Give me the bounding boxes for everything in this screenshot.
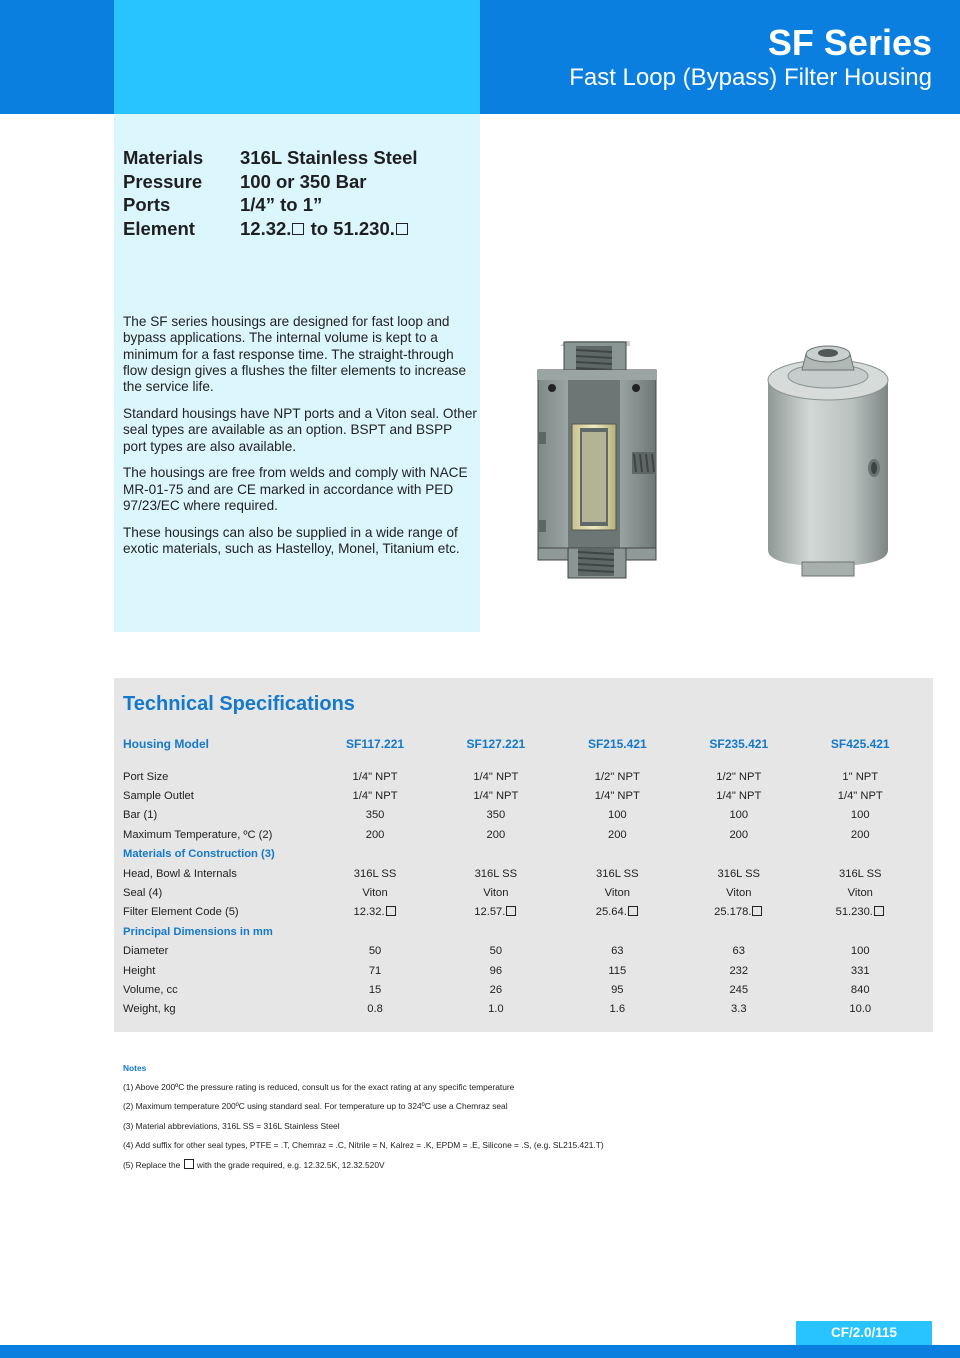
table-cell: 316L SS — [839, 867, 882, 880]
table-cell: 63 — [732, 945, 745, 958]
header-model: SF425.421 — [830, 736, 890, 751]
spec-value — [240, 217, 409, 241]
description-paragraph: Standard housings have NPT ports and a Viton seal. Other seal types are available as an option. BSPT and BSPP port types are also available. — [123, 405, 477, 454]
spec-value: 1/4” to 1” — [240, 194, 323, 215]
description-paragraph: The SF series housings are designed for fast loop and bypass applications. The internal volume is kept to a minimum for a fast response time. The straight-through flow design gives a flushes the filter elements to increase the service life. — [123, 314, 467, 395]
table-row — [123, 883, 921, 902]
table-cell: 316L SS — [596, 867, 639, 880]
spec-table — [123, 733, 921, 1019]
row-label: Filter Element Code (5) — [123, 906, 239, 919]
header-band-middle — [114, 0, 480, 114]
table-cell: Viton — [847, 887, 873, 900]
row-label: Bar (1) — [123, 809, 158, 822]
table-row — [123, 980, 921, 999]
section-row — [123, 845, 921, 864]
spec-row-element — [123, 217, 418, 241]
notes-heading: Notes — [123, 1063, 147, 1073]
row-label: Diameter — [123, 945, 169, 958]
table-cell: 1/2" NPT — [594, 770, 640, 783]
row-label: Sample Outlet — [123, 790, 194, 803]
placeholder-box-icon — [628, 906, 638, 916]
table-cell: 3.3 — [731, 1003, 747, 1016]
table-cell: Viton — [726, 887, 752, 900]
spec-row-ports — [123, 193, 418, 217]
table-row — [123, 942, 921, 961]
table-cell: 100 — [850, 809, 870, 822]
footer-bar — [0, 1345, 960, 1358]
table-cell: 200 — [607, 828, 627, 841]
table-row — [123, 903, 921, 922]
section-heading: Materials of Construction (3) — [123, 848, 275, 861]
description-paragraph: These housings can also be supplied in a wide range of exotic materials, such as Hastelloy, Monel, Titanium etc. — [123, 524, 460, 557]
table-cell: 1/4" NPT — [837, 790, 883, 803]
row-label: Maximum Temperature, ºC (2) — [123, 828, 273, 841]
note-text: (5) Replace the — [123, 1160, 183, 1171]
table-row — [123, 1000, 921, 1019]
spec-label: Ports — [123, 194, 171, 215]
spec-value-part: to 51.230. — [305, 217, 395, 239]
table-cell: 200 — [365, 828, 385, 841]
table-cell: 200 — [850, 828, 870, 841]
table-cell: 96 — [489, 964, 503, 977]
placeholder-box-icon — [396, 223, 408, 235]
table-cell: 100 — [729, 809, 749, 822]
table-cell: 1/4" NPT — [473, 770, 519, 783]
note-text: with the grade required, e.g. 12.32.5K, 12.32.520V — [194, 1160, 385, 1171]
spec-row-pressure — [123, 170, 418, 194]
table-cell: 350 — [486, 809, 506, 822]
table-cell: 1/4" NPT — [594, 790, 640, 803]
tech-specs-title: Technical Specifications — [123, 693, 355, 715]
spec-value: 100 or 350 Bar — [240, 170, 367, 192]
placeholder-box-icon — [292, 223, 304, 235]
table-cell: 1/4" NPT — [716, 790, 762, 803]
cutaway-housing-image — [532, 336, 662, 580]
table-cell: 50 — [368, 945, 382, 958]
table-row — [123, 961, 921, 980]
placeholder-box-icon — [506, 906, 516, 916]
placeholder-box-icon — [752, 906, 762, 916]
table-cell: 15 — [368, 983, 382, 996]
table-cell: 350 — [365, 809, 385, 822]
table-cell: 25.64. — [557, 903, 678, 922]
table-header-row — [123, 733, 921, 754]
table-cell: 63 — [611, 945, 624, 958]
section-heading: Principal Dimensions in mm — [123, 925, 273, 938]
spec-row-materials — [123, 146, 418, 170]
row-label: Head, Bowl & Internals — [123, 867, 237, 880]
table-cell: 100 — [850, 945, 870, 958]
header-model: SF117.221 — [346, 736, 405, 751]
page-title: SF Series — [767, 22, 932, 63]
table-cell: 245 — [729, 983, 749, 996]
description — [123, 314, 478, 568]
table-cell: 115 — [608, 964, 627, 977]
section-row — [123, 922, 921, 941]
table-cell: 50 — [489, 945, 503, 958]
table-cell: 100 — [607, 809, 627, 822]
row-label: Weight, kg — [123, 1003, 176, 1016]
spec-value: 316L Stainless Steel — [240, 147, 418, 168]
placeholder-box-icon — [386, 906, 396, 916]
header-model: SF127.221 — [466, 736, 526, 751]
note-item: (2) Maximum temperature 200ºC using standard seal. For temperature up to 324ºC use a Chemraz seal — [123, 1101, 508, 1112]
table-cell: 1/4" NPT — [352, 790, 398, 803]
table-cell: 840 — [850, 983, 870, 996]
header-model: SF215.421 — [587, 736, 647, 751]
spec-label: Materials — [123, 147, 204, 168]
table-cell: 316L SS — [353, 867, 397, 880]
table-cell: 1.0 — [488, 1003, 504, 1016]
table-cell: 1" NPT — [842, 770, 879, 783]
table-cell: Viton — [483, 887, 509, 900]
table-cell: 1/2" NPT — [716, 770, 762, 783]
table-cell: 95 — [611, 983, 624, 996]
table-cell: 1/4" NPT — [473, 790, 519, 803]
spec-value-part: 12.32. — [240, 217, 292, 239]
spec-label: Pressure — [123, 170, 203, 192]
note-item: (4) Add suffix for other seal types, PTFE = .T, Chemraz = .C, Nitrile = N, Kalrez = .K, EPDM = .E, Silicone = .S, (e.g. SL215.421.T) — [123, 1139, 604, 1150]
table-cell: 26 — [489, 983, 503, 996]
table-cell: Viton — [362, 887, 388, 900]
table-cell: 232 — [729, 964, 749, 977]
description-paragraph: The housings are free from welds and comply with NACE MR-01-75 and are CE marked in accordance with PED 97/23/EC where required. — [123, 465, 468, 513]
table-row — [123, 806, 921, 825]
table-row — [123, 825, 921, 844]
placeholder-box-icon — [184, 1159, 194, 1169]
table-cell: 331 — [850, 964, 870, 977]
table-cell: 71 — [368, 964, 382, 977]
notes — [123, 1063, 604, 1178]
table-cell: 1/4" NPT — [352, 770, 398, 783]
spacer-row — [123, 754, 921, 767]
housing-exterior-image — [762, 336, 894, 580]
table-row — [123, 864, 921, 883]
table-cell: 316L SS — [717, 867, 761, 880]
table-cell: 10.0 — [849, 1003, 872, 1016]
spec-label: Element — [123, 217, 195, 239]
table-cell: 51.230. — [800, 903, 921, 922]
document-code: CF/2.0/115 — [796, 1321, 932, 1345]
header-housing-model: Housing Model — [123, 736, 209, 751]
table-cell: 200 — [729, 828, 749, 841]
note-item: (3) Material abbreviations, 316L SS = 316L Stainless Steel — [123, 1120, 340, 1131]
row-label: Height — [123, 964, 156, 977]
table-cell: 200 — [486, 828, 506, 841]
row-label: Seal (4) — [123, 887, 163, 900]
table-cell: Viton — [604, 887, 630, 900]
table-cell: 12.32. — [315, 903, 435, 922]
table-row — [123, 767, 921, 786]
table-cell: 25.178. — [678, 903, 799, 922]
page-subtitle: Fast Loop (Bypass) Filter Housing — [569, 64, 932, 91]
placeholder-box-icon — [874, 906, 884, 916]
table-cell: 1.6 — [609, 1003, 626, 1016]
key-specs — [123, 146, 418, 240]
table-cell: 12.57. — [435, 903, 556, 922]
header-model: SF235.421 — [709, 736, 769, 751]
table-cell: 316L SS — [474, 867, 518, 880]
row-label: Volume, cc — [123, 983, 178, 996]
table-cell: 0.8 — [367, 1003, 383, 1016]
note-item — [123, 1159, 604, 1178]
table-row — [123, 786, 921, 805]
row-label: Port Size — [123, 770, 169, 783]
header-band-left — [0, 0, 114, 114]
note-item: (1) Above 200ºC the pressure rating is reduced, consult us for the exact rating at any specific temperature — [123, 1082, 515, 1092]
